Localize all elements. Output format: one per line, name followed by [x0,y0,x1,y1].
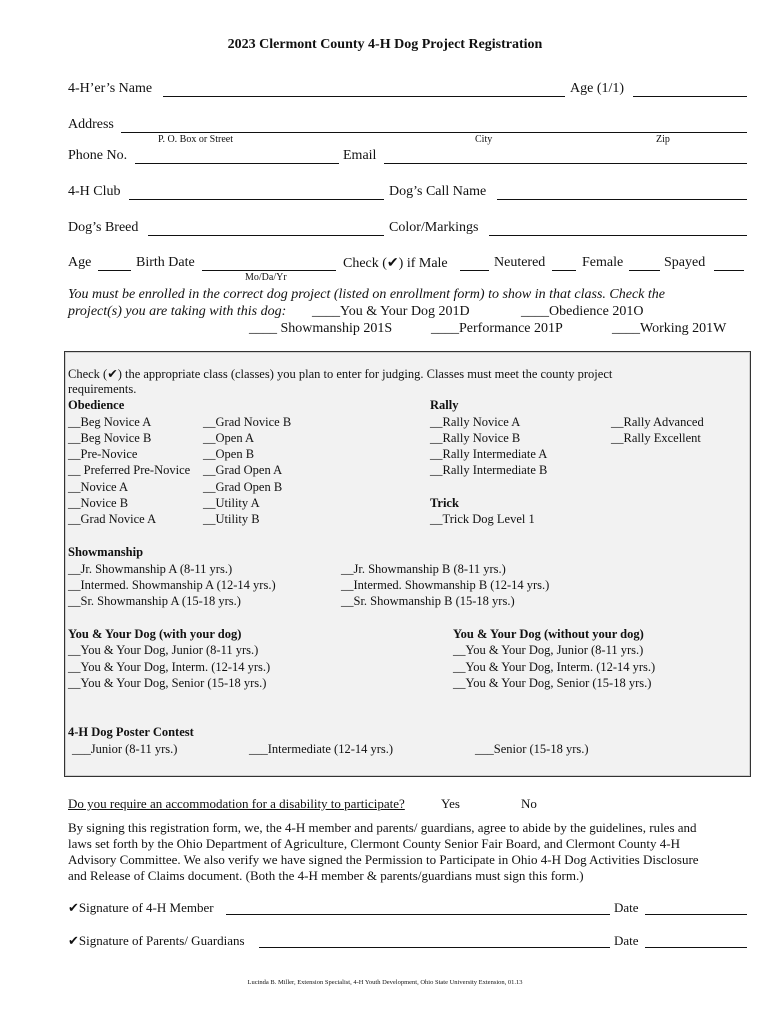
name-label: 4-H’er’s Name [68,81,153,96]
parent-signature-field[interactable] [259,947,610,948]
neutered-label: Neutered [494,255,546,270]
birth-date-label: Birth Date [136,255,195,270]
address-sub-street: P. O. Box or Street [158,134,233,145]
project-obedience[interactable]: ____Obedience 201O [521,304,644,319]
email-field[interactable] [384,163,747,164]
address-field[interactable] [121,132,747,133]
call-name-field[interactable] [497,199,747,200]
yyd-with-option[interactable]: __You & Your Dog, Interm. (12-14 yrs.) [68,660,271,674]
female-label: Female [582,255,624,270]
parent-signature-label: ✔Signature of Parents/ Guardians [68,933,245,948]
address-sub-zip: Zip [656,134,670,145]
obedience-option[interactable]: __Novice A [68,480,129,494]
yyd-without-heading: You & Your Dog (without your dog) [453,627,644,641]
member-date-label: Date [614,900,639,915]
dog-age-label: Age [68,255,92,270]
obedience-option[interactable]: __Utility A [203,496,260,510]
agreement-line: and Release of Claims document. (Both the 4-H member & parents/guardians must sign this form.) [68,868,584,883]
rally-option[interactable]: __Rally Intermediate A [430,447,548,461]
agreement-line: laws set forth by the Ohio Department of Agriculture, Clermont County Senior Fair Board, and Clermont County 4-H [68,836,680,851]
club-field[interactable] [129,199,384,200]
spayed-label: Spayed [664,255,706,270]
footer-credit: Lucinda B. Miller, Extension Specialist, 4-H Youth Development, Ohio State University Extension, 01.13 [247,979,523,986]
judging-intro-line1: Check (✔) the appropriate class (classes) you plan to enter for judging. Classes must meet the county project [68,367,613,381]
trick-option[interactable]: __Trick Dog Level 1 [430,512,535,526]
trick-heading: Trick [430,496,459,510]
poster-option[interactable]: ___Junior (8-11 yrs.) [72,742,178,756]
agreement-line: Advisory Committee. We also verify we have signed the Permission to Participate in Ohio 4-H Dog Activities Disclosure [68,852,699,867]
enrollment-note-line2: project(s) you are taking with this dog: [68,304,287,319]
page-title: 2023 Clermont County 4-H Dog Project Registration [227,37,543,52]
obedience-option[interactable]: __Grad Novice A [68,512,157,526]
club-label: 4-H Club [68,184,121,199]
color-field[interactable] [489,235,747,236]
yyd-with-option[interactable]: __You & Your Dog, Senior (15-18 yrs.) [68,676,267,690]
age-label: Age (1/1) [570,81,625,96]
breed-label: Dog’s Breed [68,220,139,235]
email-label: Email [343,148,377,163]
neutered-field[interactable] [552,270,576,271]
rally-option[interactable]: __Rally Novice A [430,415,521,429]
address-label: Address [68,117,114,132]
poster-heading: 4-H Dog Poster Contest [68,725,194,739]
dog-age-field[interactable] [98,270,131,271]
showmanship-option[interactable]: __Sr. Showmanship A (15-18 yrs.) [68,594,241,608]
yyd-without-option[interactable]: __You & Your Dog, Junior (8-11 yrs.) [453,643,644,657]
project-you-and-your-dog[interactable]: ____You & Your Dog 201D [312,304,470,319]
yyd-without-option[interactable]: __You & Your Dog, Senior (15-18 yrs.) [453,676,652,690]
call-name-label: Dog’s Call Name [389,184,487,199]
project-showmanship[interactable]: ____ Showmanship 201S [249,321,393,336]
accommodation-question: Do you require an accommodation for a disability to participate? [68,796,405,811]
obedience-option[interactable]: __Beg Novice B [68,431,152,445]
showmanship-option[interactable]: __Jr. Showmanship A (8-11 yrs.) [68,562,233,576]
obedience-option[interactable]: __Grad Open B [203,480,283,494]
project-working[interactable]: ____Working 201W [612,321,727,336]
birth-date-sub: Mo/Da/Yr [245,272,287,283]
breed-field[interactable] [148,235,384,236]
member-signature-field[interactable] [226,914,610,915]
address-sub-city: City [475,134,493,145]
rally-option[interactable]: __Rally Excellent [611,431,701,445]
obedience-option[interactable]: __Novice B [68,496,129,510]
obedience-option[interactable]: __Open B [203,447,255,461]
rally-option[interactable]: __Rally Intermediate B [430,463,548,477]
birth-date-field[interactable] [202,270,336,271]
project-performance[interactable]: ____Performance 201P [431,321,563,336]
parent-date-field[interactable] [645,947,747,948]
age-field[interactable] [633,96,747,97]
agreement-line: By signing this registration form, we, the 4-H member and parents/ guardians, agree to abide by the guidelines, rules and [68,820,697,835]
obedience-option[interactable]: __Beg Novice A [68,415,152,429]
obedience-option[interactable]: __Grad Open A [203,463,283,477]
showmanship-option[interactable]: __Intermed. Showmanship A (12-14 yrs.) [68,578,276,592]
color-label: Color/Markings [389,220,479,235]
member-signature-label: ✔Signature of 4-H Member [68,900,214,915]
name-field[interactable] [163,96,565,97]
member-date-field[interactable] [645,914,747,915]
obedience-option[interactable]: __Pre-Novice [68,447,138,461]
yyd-without-option[interactable]: __You & Your Dog, Interm. (12-14 yrs.) [453,660,656,674]
male-label: Check (✔) if Male [343,256,448,271]
male-field[interactable] [460,270,489,271]
showmanship-option[interactable]: __Intermed. Showmanship B (12-14 yrs.) [341,578,550,592]
showmanship-heading: Showmanship [68,545,144,559]
accommodation-no[interactable]: No [521,796,537,811]
obedience-option[interactable]: __ Preferred Pre-Novice [68,463,191,477]
parent-date-label: Date [614,933,639,948]
obedience-option[interactable]: __Utility B [203,512,260,526]
poster-option[interactable]: ___Senior (15-18 yrs.) [475,742,589,756]
judging-intro-line2: requirements. [68,382,137,396]
rally-option[interactable]: __Rally Novice B [430,431,521,445]
female-field[interactable] [629,270,660,271]
poster-option[interactable]: ___Intermediate (12-14 yrs.) [249,742,394,756]
obedience-heading: Obedience [68,398,125,412]
yyd-with-heading: You & Your Dog (with your dog) [68,627,242,641]
accommodation-yes[interactable]: Yes [441,796,460,811]
phone-label: Phone No. [68,148,128,163]
enrollment-note-line1: You must be enrolled in the correct dog project (listed on enrollment form) to show in that class. Check the [68,287,666,302]
phone-field[interactable] [135,163,339,164]
showmanship-option[interactable]: __Sr. Showmanship B (15-18 yrs.) [341,594,515,608]
obedience-option[interactable]: __Grad Novice B [203,415,292,429]
obedience-option[interactable]: __Open A [203,431,255,445]
spayed-field[interactable] [714,270,744,271]
showmanship-option[interactable]: __Jr. Showmanship B (8-11 yrs.) [341,562,506,576]
rally-option[interactable]: __Rally Advanced [611,415,704,429]
yyd-with-option[interactable]: __You & Your Dog, Junior (8-11 yrs.) [68,643,259,657]
rally-heading: Rally [430,398,459,412]
